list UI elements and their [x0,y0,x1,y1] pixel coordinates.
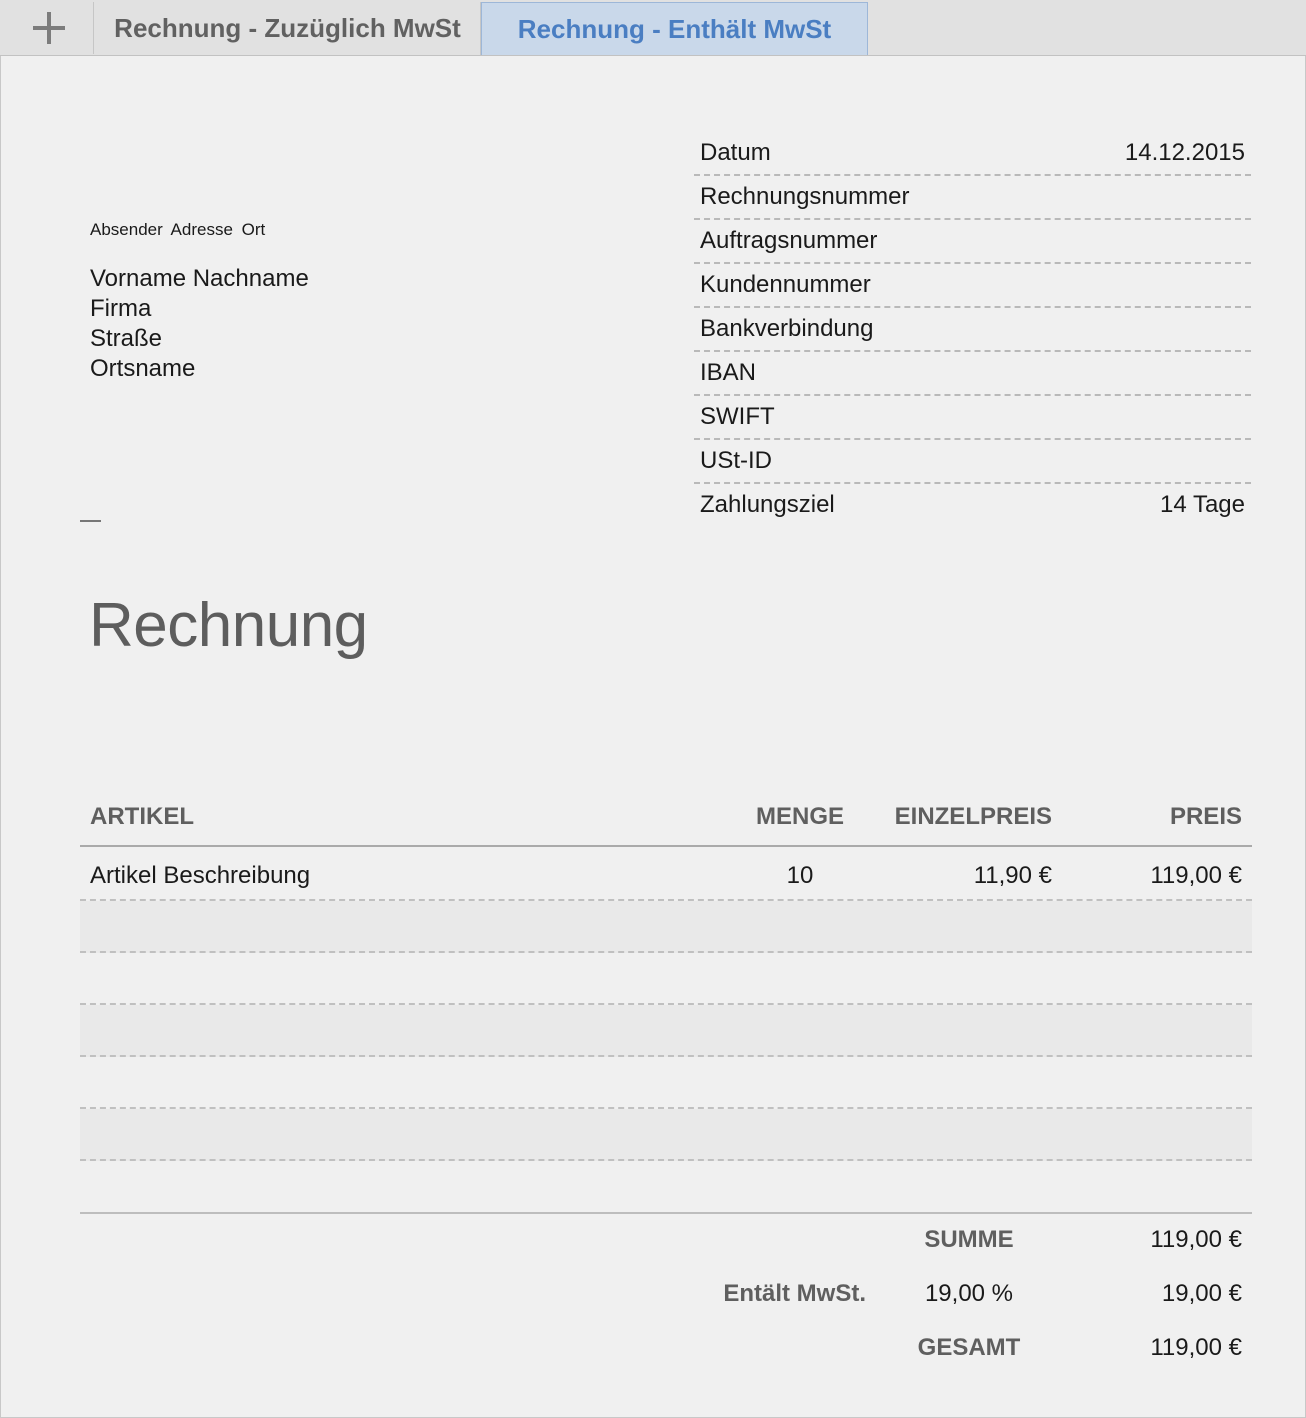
fold-mark [80,520,101,522]
meta-label: Datum [700,139,771,166]
mwst-label: Entält MwSt. [723,1280,866,1307]
meta-label: USt-ID [700,447,772,474]
table-row [80,953,1252,1005]
recipient-address [90,264,309,384]
document-title: Rechnung [89,591,368,660]
table-row [80,1057,1252,1109]
cell-artikel: Artikel Beschreibung [90,862,311,889]
tab-zuzueglich-mwst[interactable]: Rechnung - Zuzüglich MwSt [95,2,481,55]
gesamt-value: 119,00 € [1150,1334,1242,1361]
tab-bar [0,0,1306,56]
meta-row-swift [694,397,1251,440]
meta-row-rechnungsnummer [694,177,1251,220]
column-header-preis: PREIS [1169,803,1242,830]
meta-row-bankverbindung [694,309,1251,352]
meta-label: Bankverbindung [700,315,874,342]
recipient-company: Firma [90,295,152,322]
meta-label: Zahlungsziel [700,491,835,518]
meta-label: Rechnungsnummer [700,183,910,210]
meta-label: Auftragsnummer [700,227,878,254]
meta-label: IBAN [700,359,757,386]
column-header-einzelpreis: EINZELPREIS [894,803,1052,830]
table-row [80,901,1252,953]
table-header-rule [80,845,1252,847]
sender-address-line: Absender Adresse Ort [90,220,266,239]
tab-enthaelt-mwst[interactable]: Rechnung - Enthält MwSt [481,2,868,55]
table-row [80,1005,1252,1057]
column-header-artikel: ARTIKEL [90,803,194,830]
totals-rule [80,1212,1252,1214]
meta-label: SWIFT [700,403,775,430]
recipient-street: Straße [90,325,163,352]
meta-row-zahlungsziel [694,485,1251,526]
summe-value: 119,00 € [1150,1226,1242,1253]
meta-row-iban [694,353,1251,396]
meta-row-kundennummer [694,265,1251,308]
invoice-meta-table [694,133,1251,527]
meta-row-ust-id [694,441,1251,484]
cell-menge: 10 [786,862,814,889]
meta-row-auftragsnummer [694,221,1251,264]
summe-label: SUMME [924,1226,1014,1253]
meta-row-datum [694,133,1251,176]
recipient-name: Vorname Nachname [90,265,309,292]
meta-value: 14.12.2015 [1124,139,1245,166]
meta-label: Kundennummer [700,271,871,298]
meta-value: 14 Tage [1160,491,1245,518]
cell-preis: 119,00 € [1150,862,1242,889]
gesamt-label: GESAMT [917,1334,1021,1361]
column-header-menge: MENGE [755,803,844,830]
add-tab-button[interactable] [2,2,94,54]
cell-einzelpreis: 11,90 € [973,862,1052,889]
table-row [80,849,1252,901]
table-row [80,1109,1252,1161]
recipient-city: Ortsname [90,355,196,382]
mwst-rate: 19,00 % [924,1280,1014,1307]
mwst-value: 19,00 € [1161,1280,1242,1307]
